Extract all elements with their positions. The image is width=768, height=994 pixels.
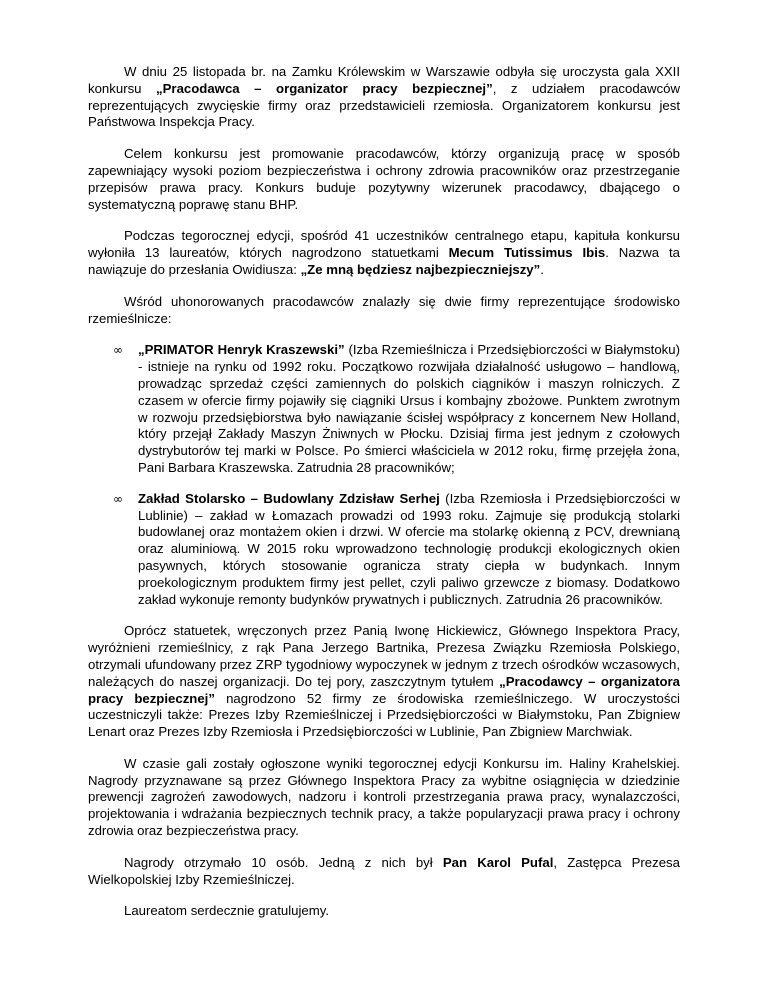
paragraph-honored <box>88 294 680 328</box>
paragraph-text: . Nazwa ta nawiązuje do przesłania Owidiusza: <box>88 245 680 277</box>
bullet-icon: ∞ <box>113 491 123 506</box>
honored-firms-list <box>88 342 680 608</box>
list-item <box>88 491 680 609</box>
firm-name: „PRIMATOR Henryk Kraszewski” <box>138 342 345 358</box>
firm-name: Zakład Stolarsko – Budowlany Zdzisław Serhej <box>138 490 440 506</box>
paragraph-gala <box>88 64 680 131</box>
paragraph-winners <box>88 855 680 889</box>
paragraph-text: Wśród uhonorowanych pracodawców znalazły się dwie firmy reprezentujące środowisko rzemieślnicze: <box>88 293 680 326</box>
paragraph-awards <box>88 623 680 741</box>
paragraph-text: Laureatom serdecznie gratulujemy. <box>124 903 329 919</box>
paragraph-text: , Zastępca Prezesa Wielkopolskiej Izby Rzemieślniczej. <box>88 854 680 887</box>
firm-description: (Izba Rzemiosła i Przedsiębiorczości w Lublinie) – zakład w Łomazach prowadzi od 1993 roku. Zajmuje się produkcją stolarki budowlanej oraz montażem okien i drzwi. W ofercie ma stolarkę okienną z PCV, drewnianą oraz aluminiową. W 2015 roku wprowadzono technologię produkcji ekologicznych okien pasywnych, których stosowanie ogranicza straty ciepła w budynkach. Innym proekologicznym produktem firmy jest pellet, czyli paliwo grzewcze z biomasy. Dodatkowo zakład wykonuje remonty budynków prywatnych i publicznych. Zatrudnia 26 pracowników. <box>138 490 681 607</box>
winner-name: Pan Karol Pufal <box>442 854 554 870</box>
paragraph-krahelska <box>88 756 680 840</box>
bullet-icon: ∞ <box>113 343 123 358</box>
statuette-name: Mecum Tutissimus Ibis <box>448 245 606 261</box>
paragraph-text: Podczas tegorocznej edycji, spośród 41 uczestników centralnego etapu, kapituła konkursu wyłoniła 13 laureatów, których nagrodzono statuetkami <box>88 228 680 261</box>
paragraph-text: Celem konkursu jest promowanie pracodawców, którzy organizują pracę w sposób zapewniający wysoki poziom bezpieczeństwa i ochrony zdrowia pracowników oraz przestrzeganie przepisów prawa pracy. Konkurs buduje pozytywny wizerunek pracodawcy, dbającego o systematyczną poprawę stanu BHP. <box>88 146 680 212</box>
list-item <box>88 342 680 476</box>
paragraph-congratulations <box>88 903 680 920</box>
paragraph-text: , z udziałem pracodawców reprezentujących zwycięskie firmy oraz przedstawicieli rzemiosła. Organizatorem konkursu jest Państwowa Inspekcja Pracy. <box>88 80 680 130</box>
paragraph-text: . <box>540 261 544 277</box>
paragraph-text: Nagrody otrzymało 10 osób. Jedną z nich był <box>124 854 443 870</box>
paragraph-text: Oprócz statuetek, wręczonych przez Panią Iwonę Hickiewicz, Głównego Inspektora Pracy, wyróżnieni rzemieślnicy, z rąk Pana Jerzego Bartnika, Prezesa Związku Rzemiosła Polskiego, otrzymali ufundowany przez ZRP tygodniowy wypoczynek w jednym z trzech ośrodków wczasowych, należących do naszej organizacji. Do tej pory, zaszczytnym tytułem <box>88 623 680 689</box>
paragraph-goal <box>88 146 680 213</box>
contest-name: „Pracodawca – organizator pracy bezpiecznej” <box>156 80 493 96</box>
ovid-quote: „Ze mną będziesz najbezpieczniejszy” <box>300 261 541 277</box>
paragraph-text: W czasie gali zostały ogłoszone wyniki tegorocznej edycji Konkursu im. Haliny Krahelskiej. Nagrody przyznawane są przez Głównego Inspektora Pracy za wybitne osiągnięcia w dziedzinie prewencji zagrożeń zawodowych, nadzoru i kontroli przestrzegania prawa pracy, wynalazczości, projektowania i wdrażania bezpiecznych technik pracy, a także popularyzacji prawa pracy i ochrony zdrowia oraz bezpieczeństwa pracy. <box>88 755 680 839</box>
paragraph-text: W dniu 25 listopada br. na Zamku Królewskim w Warszawie odbyła się uroczysta gala XXII konkursu <box>88 64 680 96</box>
firm-description: (Izba Rzemieślnicza i Przedsiębiorczości w Białymstoku) - istnieje na rynku od 1992 roku. Początkowo rozwijała działalność usługowo – handlową, prowadząc sprzedaż części zamiennych do polskich ciągników i maszyn rolniczych. Z czasem w ofercie firmy pojawiły się ciągniki Ursus i kombajny zbożowe. Punktem zwrotnym w rozwoju przedsiębiorstwa było nawiązanie ścisłej współpracy z koncernem New Holland, który przejął Zakłady Maszyn Żniwnych w Płocku. Dzisiaj firma jest jednym z czołowych dystrybutorów tej marki w Polsce. Po śmierci właściciela w 2012 roku, firmę przejęła żona, Pani Barbara Kraszewska. Zatrudnia 28 pracowników; <box>138 342 680 475</box>
paragraph-text: nagrodzono 52 firmy ze środowiska rzemieślniczego. W uroczystości uczestniczyli także: Prezes Izby Rzemieślniczej i Przedsiębiorczości w Białymstoku, Pan Zbigniew Lenart oraz Prezes Izby Rzemiosła i Przedsiębiorczości w Lublinie, Pan Zbigniew Marchwiak. <box>88 690 680 740</box>
paragraph-edition <box>88 228 680 278</box>
document-page <box>88 64 680 935</box>
contest-title: „Pracodawcy – organizatora pracy bezpiecznej” <box>88 673 680 706</box>
